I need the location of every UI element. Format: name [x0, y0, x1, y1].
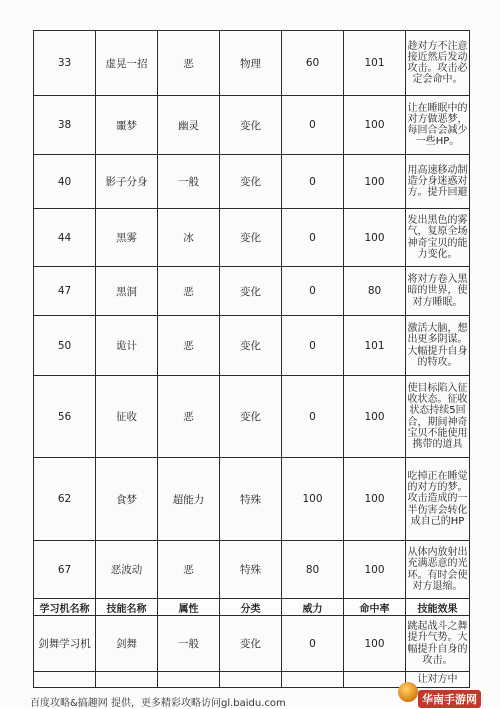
table-row	[34, 209, 470, 267]
effect-cell: 让对方中	[406, 672, 470, 688]
power-cell: 0	[282, 616, 344, 672]
accuracy-cell: 101	[344, 316, 406, 376]
accuracy-cell: 80	[344, 267, 406, 316]
site-logo: 华南手游网	[418, 690, 481, 708]
level-cell: 38	[34, 96, 96, 155]
skill-name-cell	[96, 672, 158, 688]
power-cell: 100	[282, 458, 344, 541]
category-cell: 特殊	[220, 541, 282, 599]
table-row	[34, 155, 470, 209]
table-row	[34, 616, 470, 672]
power-cell	[282, 672, 344, 688]
accuracy-cell: 100	[344, 541, 406, 599]
logo-ball-icon	[398, 682, 418, 702]
accuracy-cell: 100	[344, 616, 406, 672]
power-cell: 0	[282, 316, 344, 376]
machine-cell: 剑舞学习机	[34, 616, 96, 672]
power-cell: 0	[282, 155, 344, 209]
category-cell: 变化	[220, 155, 282, 209]
level-cell: 67	[34, 541, 96, 599]
level-cell: 44	[34, 209, 96, 267]
type-cell: 超能力	[158, 458, 220, 541]
category-cell: 特殊	[220, 458, 282, 541]
table-row	[34, 541, 470, 599]
table-row	[34, 96, 470, 155]
accuracy-cell: 100	[344, 376, 406, 458]
power-cell: 0	[282, 96, 344, 155]
type-cell: 恶	[158, 541, 220, 599]
effect-cell: 从体内放射出充满恶意的光环。有时会使对方退缩。	[406, 541, 470, 599]
effect-cell: 跳起战斗之舞提升气势。大幅提升自身的攻击。	[406, 616, 470, 672]
level-cell: 33	[34, 31, 96, 96]
accuracy-cell	[344, 672, 406, 688]
category-cell: 变化	[220, 616, 282, 672]
type-cell	[158, 672, 220, 688]
skill-name-cell: 黑洞	[96, 267, 158, 316]
machine-cell	[34, 672, 96, 688]
type-cell: 幽灵	[158, 96, 220, 155]
effect-cell: 吃掉正在睡觉的对方的梦。攻击造成的一半伤害会转化成自己的HP	[406, 458, 470, 541]
skill-name-cell: 诡计	[96, 316, 158, 376]
level-cell: 40	[34, 155, 96, 209]
accuracy-cell: 100	[344, 458, 406, 541]
tm-header-row	[34, 599, 470, 616]
skill-name-cell: 剑舞	[96, 616, 158, 672]
header-type: 属性	[158, 599, 220, 616]
accuracy-cell: 100	[344, 209, 406, 267]
type-cell: 恶	[158, 376, 220, 458]
table-row	[34, 458, 470, 541]
accuracy-cell: 100	[344, 96, 406, 155]
table-row	[34, 316, 470, 376]
category-cell	[220, 672, 282, 688]
type-cell: 冰	[158, 209, 220, 267]
header-skill-name: 技能名称	[96, 599, 158, 616]
level-cell: 56	[34, 376, 96, 458]
skill-name-cell: 黑雾	[96, 209, 158, 267]
header-effect: 技能效果	[406, 599, 470, 616]
category-cell: 变化	[220, 316, 282, 376]
skill-table	[33, 30, 470, 688]
category-cell: 变化	[220, 267, 282, 316]
skill-name-cell: 噩梦	[96, 96, 158, 155]
table-row	[34, 376, 470, 458]
header-power: 威力	[282, 599, 344, 616]
power-cell: 80	[282, 541, 344, 599]
category-cell: 变化	[220, 96, 282, 155]
effect-cell: 趁对方不注意接近然后发动攻击。攻击必定会命中。	[406, 31, 470, 96]
power-cell: 0	[282, 376, 344, 458]
effect-cell: 让在睡眠中的对方做恶梦，每回合会减少一些HP。	[406, 96, 470, 155]
type-cell: 一般	[158, 616, 220, 672]
header-machine: 学习机名称	[34, 599, 96, 616]
footer-credit: 百度攻略&搞趣网 提供，更多精彩攻略访问gl.baidu.com	[30, 698, 286, 709]
table-row	[34, 31, 470, 96]
effect-cell: 使目标陷入征收状态。征收状态持续5回合，期间神奇宝贝不能使用携带的道具	[406, 376, 470, 458]
category-cell: 变化	[220, 209, 282, 267]
accuracy-cell: 101	[344, 31, 406, 96]
header-category: 分类	[220, 599, 282, 616]
accuracy-cell: 100	[344, 155, 406, 209]
level-cell: 47	[34, 267, 96, 316]
effect-cell: 激活大脑，想出更多阴谋。大幅提升自身的特攻。	[406, 316, 470, 376]
skill-name-cell: 征收	[96, 376, 158, 458]
skill-name-cell: 虚晃一招	[96, 31, 158, 96]
power-cell: 0	[282, 209, 344, 267]
type-cell: 恶	[158, 316, 220, 376]
type-cell: 恶	[158, 31, 220, 96]
header-accuracy: 命中率	[344, 599, 406, 616]
effect-cell: 发出黑色的雾气，复原全场神奇宝贝的能力变化。	[406, 209, 470, 267]
type-cell: 恶	[158, 267, 220, 316]
power-cell: 60	[282, 31, 344, 96]
level-cell: 62	[34, 458, 96, 541]
table-row	[34, 267, 470, 316]
type-cell: 一般	[158, 155, 220, 209]
power-cell: 0	[282, 267, 344, 316]
skill-name-cell: 食梦	[96, 458, 158, 541]
skill-name-cell: 影子分身	[96, 155, 158, 209]
effect-cell: 用高速移动制造分身迷惑对方。提升回避	[406, 155, 470, 209]
skill-name-cell: 恶波动	[96, 541, 158, 599]
level-cell: 50	[34, 316, 96, 376]
effect-cell: 将对方卷入黑暗的世界，使对方睡眠。	[406, 267, 470, 316]
category-cell: 物理	[220, 31, 282, 96]
category-cell: 变化	[220, 376, 282, 458]
